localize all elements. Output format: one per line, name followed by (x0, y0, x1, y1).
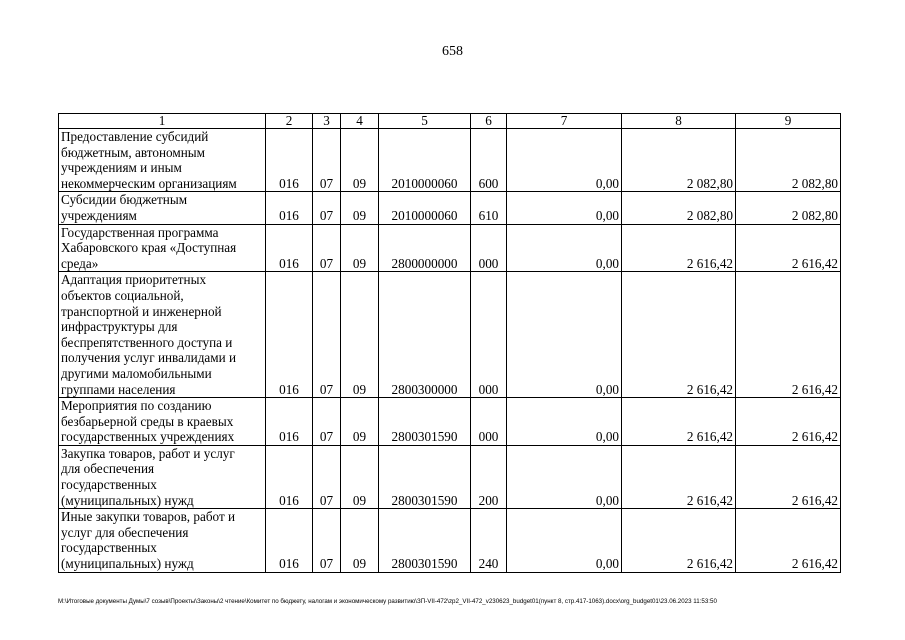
table-row (59, 509, 841, 572)
target-article-code: 2010000060 (379, 192, 471, 224)
amount-col8: 2 616,42 (622, 398, 736, 446)
description-line: безбарьерной среды в краевых (61, 413, 234, 429)
amount-col8: 2 616,42 (622, 224, 736, 272)
column-header: 3 (313, 114, 341, 129)
description-line: объектов социальной, (61, 287, 184, 303)
column-header: 9 (736, 114, 841, 129)
description-line: для обеспечения (61, 461, 155, 477)
gr-admin-code: 016 (266, 129, 313, 192)
description-line: государственных учреждениях (61, 429, 235, 445)
gr-admin-code: 016 (266, 192, 313, 224)
table-body (59, 129, 841, 573)
table-row (59, 129, 841, 192)
subsection-code: 09 (341, 192, 379, 224)
budget-table (58, 113, 841, 573)
subsection-code: 09 (341, 224, 379, 272)
column-header: 6 (471, 114, 507, 129)
table-row (59, 445, 841, 508)
amount-col9: 2 082,80 (736, 129, 841, 192)
description-line: некоммерческим организациям (61, 175, 237, 191)
description-line: учреждениям (61, 207, 137, 223)
description-line: получения услуг инвалидами и (61, 350, 237, 366)
description-line: инфраструктуры для (61, 319, 178, 335)
file-path-footer: М:\Итоговые документы Думы\7 созыв\Проекты\Законы\2 чтение\Комитет по бюджету, налогам и экономическому развитию\ЗП-VII-472\zp2_VII-472_v230623_budget01(пункт 8, стр.417-1063).docx\org_budget01\23.06.2023 11:53:50 (58, 598, 717, 605)
description-line: беспрепятственного доступа и (61, 334, 233, 350)
subsection-code: 09 (341, 445, 379, 508)
amount-col8: 2 082,80 (622, 192, 736, 224)
description-line: Адаптация приоритетных (61, 272, 207, 288)
column-header: 4 (341, 114, 379, 129)
expense-type-code: 200 (471, 445, 507, 508)
column-header: 2 (266, 114, 313, 129)
row-description (59, 129, 266, 192)
amount-col7: 0,00 (507, 445, 622, 508)
gr-admin-code: 016 (266, 224, 313, 272)
description-line: (муниципальных) нужд (61, 556, 194, 572)
gr-admin-code: 016 (266, 509, 313, 572)
target-article-code: 2800301590 (379, 509, 471, 572)
column-header: 8 (622, 114, 736, 129)
section-code: 07 (313, 272, 341, 398)
target-article-code: 2800300000 (379, 272, 471, 398)
table-row (59, 192, 841, 224)
amount-col7: 0,00 (507, 398, 622, 446)
expense-type-code: 000 (471, 224, 507, 272)
target-article-code: 2800301590 (379, 445, 471, 508)
description-line: государственных (61, 477, 157, 493)
section-code: 07 (313, 398, 341, 446)
description-line: Иные закупки товаров, работ и (61, 509, 236, 525)
amount-col9: 2 616,42 (736, 398, 841, 446)
section-code: 07 (313, 445, 341, 508)
table-row (59, 398, 841, 446)
section-code: 07 (313, 509, 341, 572)
section-code: 07 (313, 224, 341, 272)
amount-col8: 2 616,42 (622, 509, 736, 572)
expense-type-code: 000 (471, 398, 507, 446)
description-line: Закупка товаров, работ и услуг (61, 445, 235, 461)
row-description (59, 509, 266, 572)
section-code: 07 (313, 129, 341, 192)
row-description (59, 398, 266, 446)
expense-type-code: 610 (471, 192, 507, 224)
amount-col8: 2 082,80 (622, 129, 736, 192)
amount-col9: 2 616,42 (736, 272, 841, 398)
description-line: Хабаровского края «Доступная (61, 240, 237, 256)
amount-col7: 0,00 (507, 129, 622, 192)
amount-col8: 2 616,42 (622, 272, 736, 398)
description-line: (муниципальных) нужд (61, 492, 194, 508)
target-article-code: 2010000060 (379, 129, 471, 192)
description-line: Предоставление субсидий (61, 129, 209, 144)
expense-type-code: 600 (471, 129, 507, 192)
description-line: Мероприятия по созданию (61, 398, 212, 414)
section-code: 07 (313, 192, 341, 224)
amount-col9: 2 616,42 (736, 224, 841, 272)
expense-type-code: 240 (471, 509, 507, 572)
description-line: группами населения (61, 381, 176, 397)
amount-col7: 0,00 (507, 509, 622, 572)
amount-col7: 0,00 (507, 224, 622, 272)
amount-col7: 0,00 (507, 192, 622, 224)
target-article-code: 2800000000 (379, 224, 471, 272)
target-article-code: 2800301590 (379, 398, 471, 446)
row-description (59, 445, 266, 508)
column-header: 5 (379, 114, 471, 129)
row-description (59, 272, 266, 398)
amount-col9: 2 616,42 (736, 445, 841, 508)
description-line: Субсидии бюджетным (61, 192, 188, 208)
amount-col9: 2 616,42 (736, 509, 841, 572)
amount-col7: 0,00 (507, 272, 622, 398)
table-row (59, 224, 841, 272)
gr-admin-code: 016 (266, 398, 313, 446)
column-header: 1 (59, 114, 266, 129)
description-line: среда» (61, 255, 99, 271)
description-line: услуг для обеспечения (61, 524, 189, 540)
subsection-code: 09 (341, 272, 379, 398)
column-header: 7 (507, 114, 622, 129)
row-description (59, 224, 266, 272)
description-line: Государственная программа (61, 224, 219, 240)
page-number: 658 (442, 44, 463, 59)
gr-admin-code: 016 (266, 445, 313, 508)
description-line: другими маломобильными (61, 365, 212, 381)
header-row (59, 114, 841, 129)
description-line: транспортной и инженерной (61, 303, 222, 319)
amount-col9: 2 082,80 (736, 192, 841, 224)
amount-col8: 2 616,42 (622, 445, 736, 508)
expense-type-code: 000 (471, 272, 507, 398)
subsection-code: 09 (341, 509, 379, 572)
subsection-code: 09 (341, 398, 379, 446)
gr-admin-code: 016 (266, 272, 313, 398)
description-line: бюджетным, автономным (61, 144, 205, 160)
description-line: государственных (61, 540, 157, 556)
table-row (59, 272, 841, 398)
subsection-code: 09 (341, 129, 379, 192)
row-description (59, 192, 266, 224)
description-line: учреждениям и иным (61, 160, 182, 176)
